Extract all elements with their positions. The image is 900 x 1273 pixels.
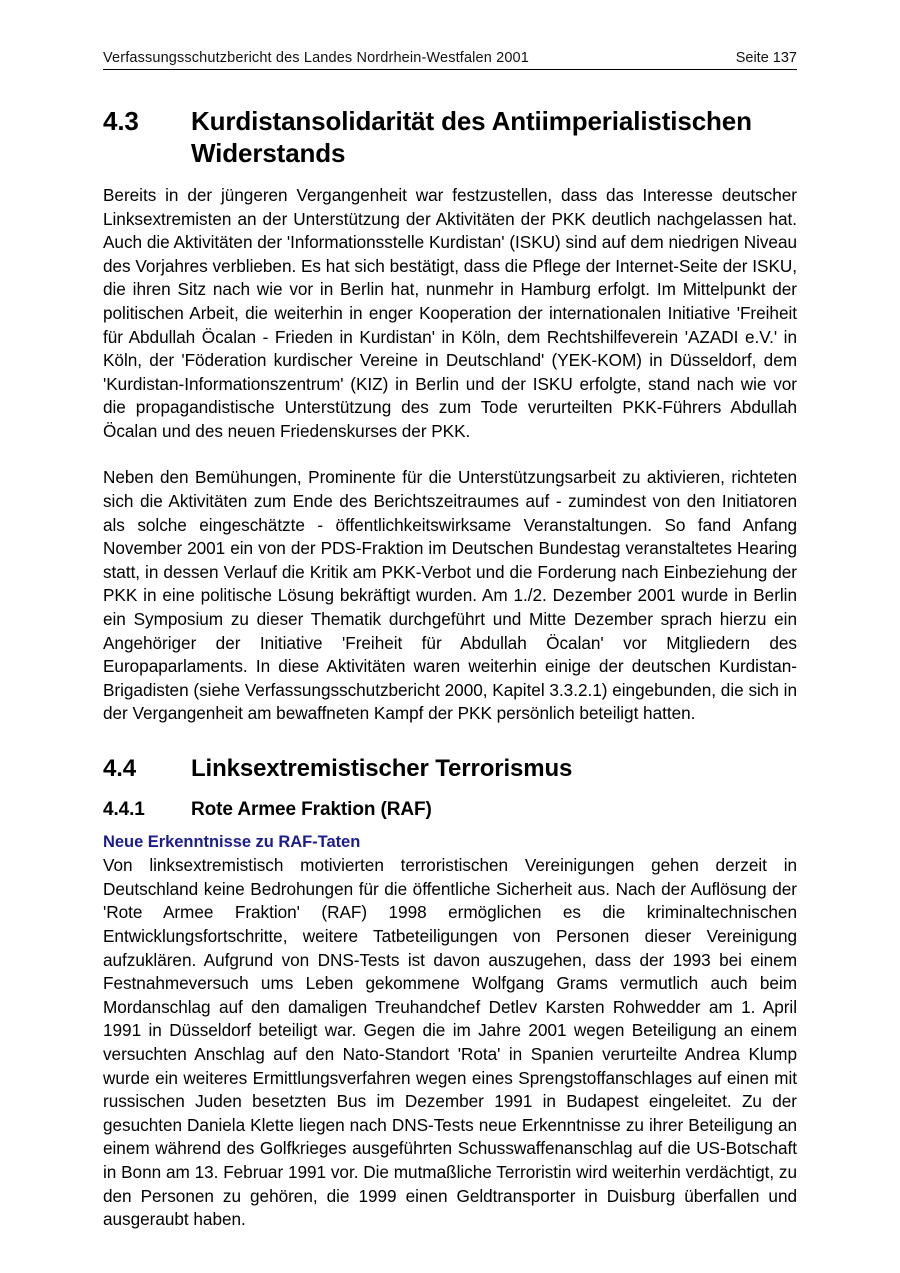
header-page-number: Seite 137 (735, 50, 797, 66)
heading-number-4-4: 4.4 (103, 755, 137, 782)
heading-number-4-3: 4.3 (103, 106, 139, 136)
paragraph-4-3-1: Bereits in der jüngeren Vergangenheit war festzustellen, dass das Interesse deutscher Linksextremisten an der Unterstützung der Aktivitäten der PKK deutlich nachgelassen hat. Auch die Aktivitäten der 'Informationsstelle Kurdistan' (ISKU) sind auf dem niedrigen Niveau des Vorjahres verblieben. Es hat sich bestätigt, dass die Pflege der Internet-Seite der ISKU, die ihren Sitz nach wie vor in Berlin hat, nunmehr in Hamburg erfolgt. Im Mittelpunkt der politischen Arbeit, die weiterhin in enger Kooperation der internationalen Initiative 'Freiheit für Abdullah Öcalan - Frieden in Kurdistan' in Köln, dem Rechtshilfeverein 'AZADI e.V.' in Köln, der 'Föderation kurdischer Vereine in Deutschland' (YEK-KOM) in Düsseldorf, dem 'Kurdistan-Informationszentrum' (KIZ) in Berlin und der ISKU erfolgte, stand nach wie vor die propagandistische Unterstützung des zum Tode verurteilten PKK-Führers Abdullah Öcalan und des neuen Friedenskurses der PKK. (103, 184, 797, 441)
heading-title-4-4-1: Rote Armee Fraktion (RAF) (191, 799, 432, 820)
paragraph-4-3-2: Neben den Bemühungen, Prominente für die Unterstützungsarbeit zu aktivieren, richteten sich die Aktivitäten zum Ende des Berichtszeitraumes auf - zumindest von den Initiatoren als solche eingeschätzte - öffentlichkeitswirksame Veranstaltungen. So fand Anfang November 2001 ein von der PDS-Fraktion im Deutschen Bundestag veranstaltetes Hearing statt, in dessen Verlauf die Kritik am PKK-Verbot und die Forderung nach Einbeziehung der PKK in eine politische Lösung bekräftigt wurden. Am 1./2. Dezember 2001 wurde in Berlin ein Symposium zu dieser Thematik durchgeführt und Mitte Dezember sprach hierzu ein Angehöriger der Initiative 'Freiheit für Abdullah Öcalan' vor Mitgliedern des Europaparlaments. In diese Aktivitäten waren weiterhin einige der deutschen Kurdistan-Brigadisten (siehe Verfassungsschutzbericht 2000, Kapitel 3.3.2.1) eingebunden, die sich in der Vergangenheit am bewaffneten Kampf der PKK persönlich beteiligt hatten. (103, 467, 797, 724)
header-report-title: Verfassungsschutzbericht des Landes Nordrhein-Westfalen 2001 (103, 50, 529, 66)
running-header (103, 50, 797, 70)
heading-title-4-3: Kurdistansolidarität des Antiimperialistischen Widerstands (191, 106, 752, 168)
paragraph-4-4-1-1: Von linksextremistisch motivierten terroristischen Vereinigungen gehen derzeit in Deutschland keine Bedrohungen für die öffentliche Sicherheit aus. Nach der Auflösung der 'Rote Armee Fraktion' (RAF) 1998 ermöglichen es die kriminaltechnischen Entwicklungsfortschritte, weitere Tatbeteiligungen von Personen dieser Vereinigung aufzuklären. Aufgrund von DNS-Tests ist davon auszugehen, dass der 1993 bei einem Festnahmeversuch ums Leben gekommene Wolfgang Grams vermutlich auch beim Mordanschlag auf den damaligen Treuhandchef Detlev Karsten Rohwedder am 1. April 1991 in Düsseldorf beteiligt war. Gegen die im Jahre 2001 wegen Beteiligung an einem versuchten Anschlag auf den Nato-Standort 'Rota' in Spanien verurteilte Andrea Klump wurde ein weiteres Ermittlungsverfahren wegen eines Sprengstoffanschlages auf einen mit russischen Juden besetzten Bus im Dezember 1991 in Budapest eingeleitet. Zu der gesuchten Daniela Klette liegen nach DNS-Tests neue Erkenntnisse zu ihrer Beteiligung an einem während des Golfkrieges ausgeführten Schusswaffenanschlag auf die US-Botschaft in Bonn am 13. Februar 1991 vor. Die mutmaßliche Terroristin wird weiterhin verdächtigt, zu den Personen zu gehören, die 1999 einen Geldtransporter in Duisburg überfallen und ausgeraubt haben. (103, 855, 797, 1230)
heading-section-4-4 (103, 754, 797, 784)
heading-section-4-4-1 (103, 798, 797, 822)
subheading-neue-erkenntnisse: Neue Erkenntnisse zu RAF-Taten (103, 832, 361, 851)
heading-title-4-4: Linksextremistischer Terrorismus (191, 755, 573, 782)
heading-section-4-3 (103, 106, 797, 170)
heading-number-4-4-1: 4.4.1 (103, 799, 145, 820)
page-content (103, 98, 797, 1232)
